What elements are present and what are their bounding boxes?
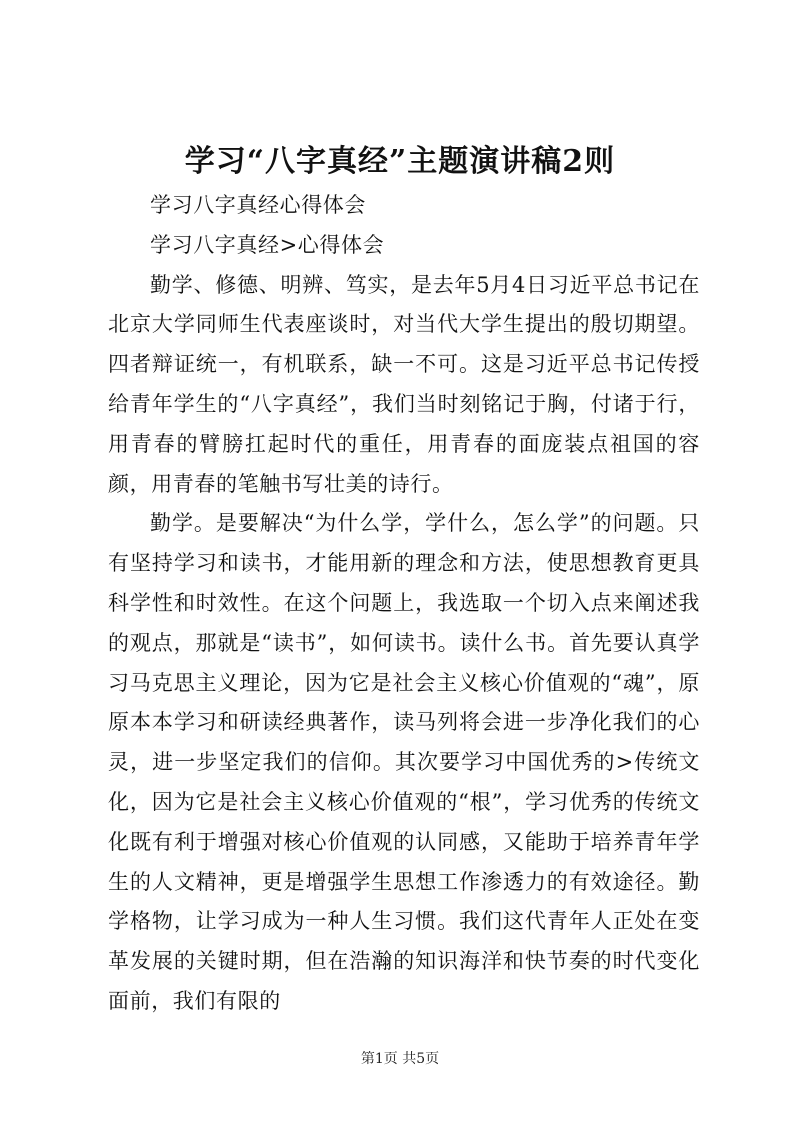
paragraph-subtitle-2: 学习八字真经>心得体会 <box>150 232 385 257</box>
document-body <box>108 186 700 1022</box>
document-title: 学习“八字真经”主题演讲稿2则 <box>184 144 616 179</box>
paragraph-subtitle-1: 学习八字真经心得体会 <box>150 193 366 217</box>
page-footer: 第1页 共5页 <box>360 1051 440 1067</box>
paragraph-intro: 勤学、修德、明辨、笃实，是去年5月4日习近平总书记在北京大学同师生代表座谈时，对当代大学生提出的殷切期望。四者辩证统一，有机联系，缺一不可。这是习近平总书记传授给青年学生的“八字真经”，我们当时刻铭记于胸，付诸于行，用青春的臂膀扛起时代的重任，用青春的面庞装点祖国的容颜，用青春的笔触书写壮美的诗行。 <box>108 272 700 496</box>
paragraph-diligent-study: 勤学。是要解决“为什么学，学什么，怎么学”的问题。只有坚持学习和读书，才能用新的理念和方法，使思想教育更具科学性和时效性。在这个问题上，我选取一个切入点来阐述我的观点，那就是“读书”，如何读书。读什么书。首先要认真学习马克思主义理论，因为它是社会主义核心价值观的“魂”，原原本本学习和研读经典著作，读马列将会进一步净化我们的心灵，进一步坚定我们的信仰。其次要学习中国优秀的>传统文化，因为它是社会主义核心价值观的“根”，学习优秀的传统文化既有利于增强对核心价值观的认同感，又能助于培养青年学生的人文精神，更是增强学生思想工作渗透力的有效途径。勤学格物，让学习成为一种人生习惯。我们这代青年人正处在变革发展的关键时期，但在浩瀚的知识海洋和快节奏的时代变化面前，我们有限的 <box>108 511 700 1013</box>
